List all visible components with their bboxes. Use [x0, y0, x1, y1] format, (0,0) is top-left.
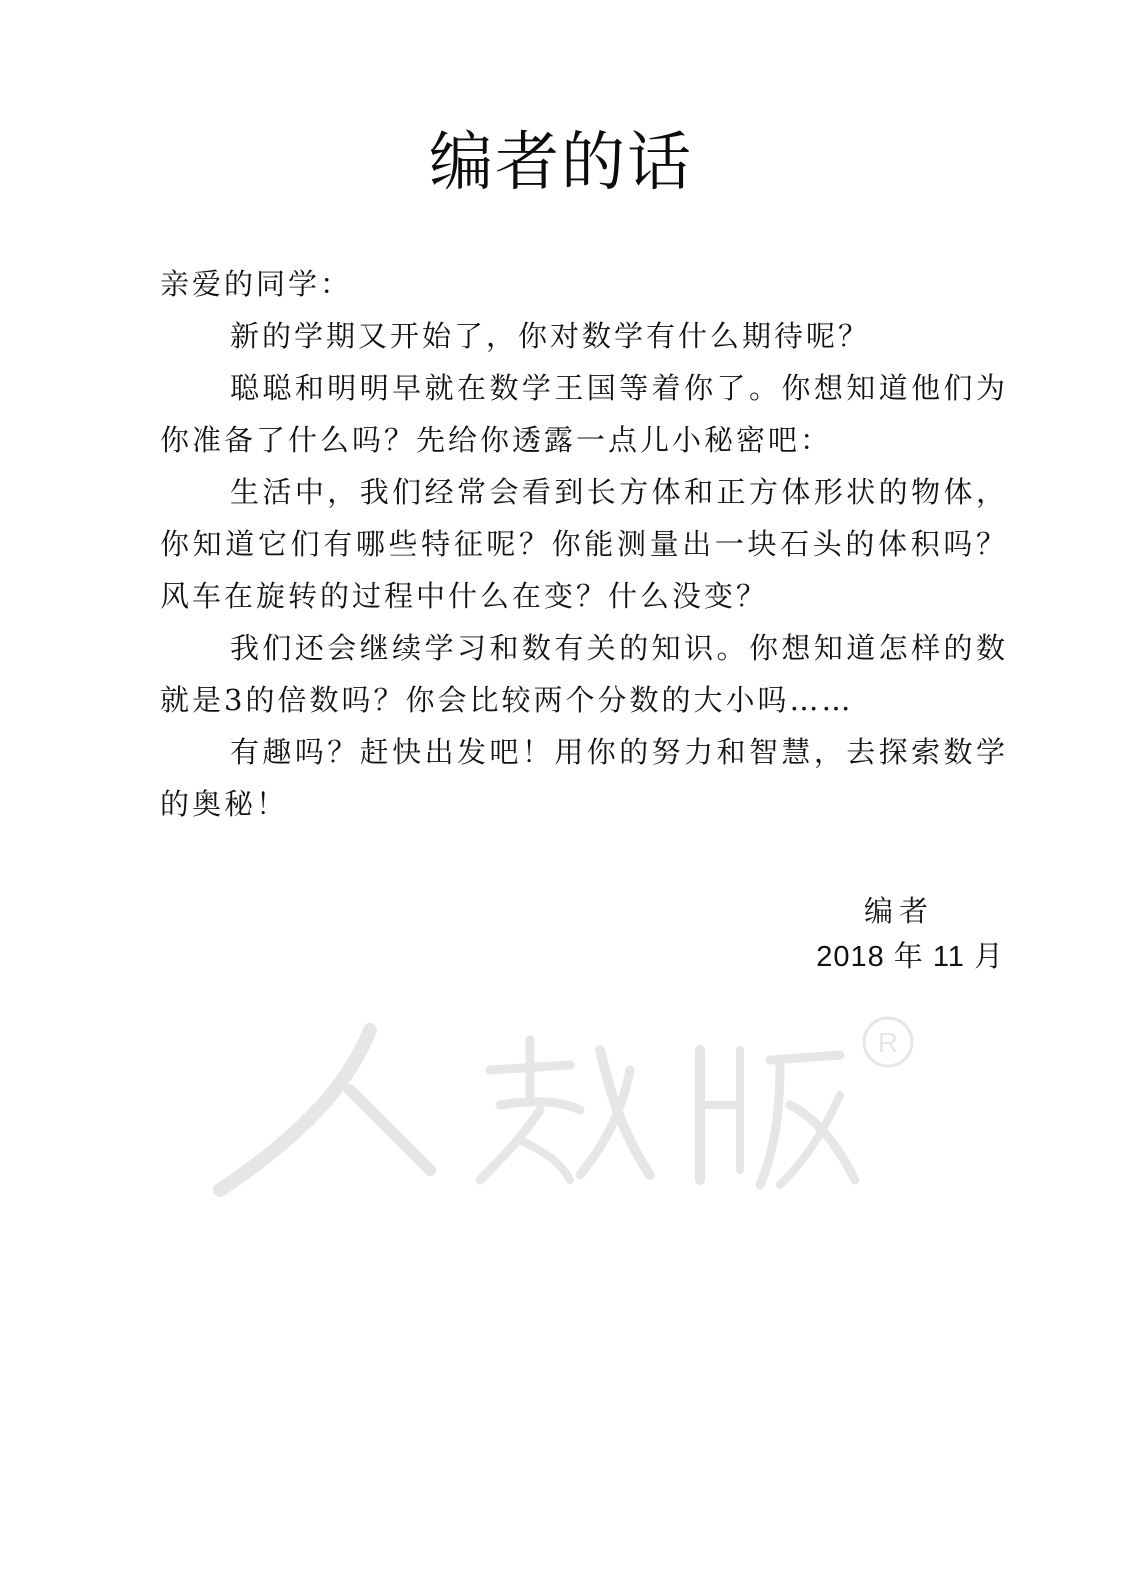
page-title: 编者的话: [429, 126, 693, 200]
signature-block: [704, 888, 1004, 980]
paragraph-4: 我们还会继续学习和数有关的知识。你想知道怎样的数就是3的倍数吗？你会比较两个分数的大小吗……: [160, 631, 1008, 717]
paragraph-3: 生活中，我们经常会看到长方体和正方体形状的物体，你知道它们有哪些特征呢？你能测量出一块石头的体积吗？风车在旋转的过程中什么在变？什么没变？: [160, 475, 1008, 613]
paragraph-2: 聪聪和明明早就在数学王国等着你了。你想知道他们为你准备了什么吗？先给你透露一点儿小秘密吧：: [160, 371, 1008, 457]
signature-date: 2018 年 11 月: [816, 941, 1004, 973]
paragraph-5: 有趣吗？赶快出发吧！用你的努力和智慧，去探索数学的奥秘！: [160, 735, 1008, 821]
letter-body: [160, 258, 1008, 830]
salutation: 亲爱的同学：: [160, 267, 353, 301]
svg-text:R: R: [877, 1027, 899, 1058]
signature-name: 编者: [863, 894, 934, 928]
publisher-watermark-logo: [200, 1010, 920, 1210]
paragraph-1: 新的学期又开始了，你对数学有什么期待呢？: [230, 319, 871, 353]
